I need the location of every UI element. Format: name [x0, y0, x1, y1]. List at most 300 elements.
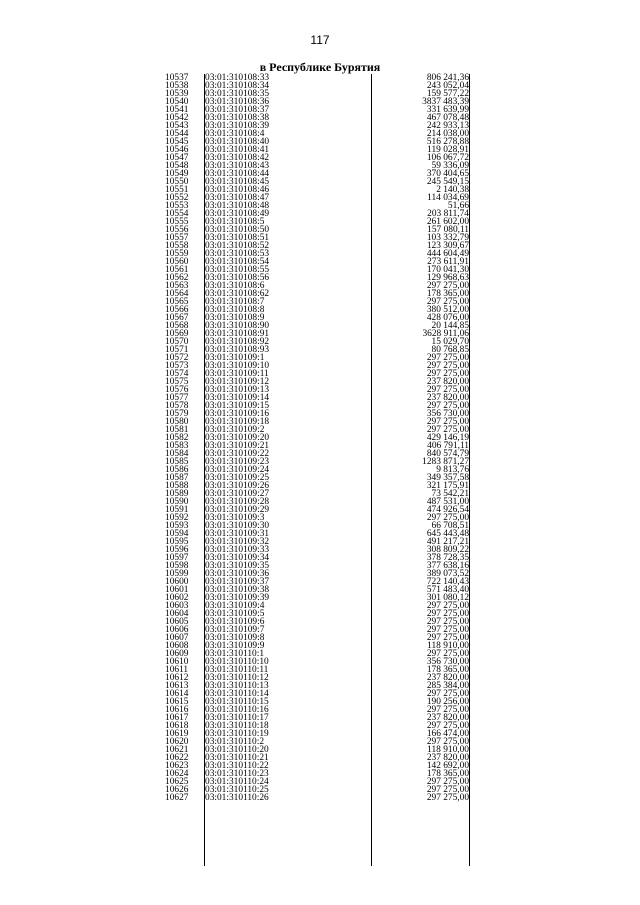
row-number-cell: 10567 — [165, 313, 189, 323]
row-number-cell: 10540 — [165, 97, 189, 107]
cadastral-number-cell: 03:01:310110:17 — [205, 713, 269, 723]
cadastral-number-cell: 03:01:310110:2 — [205, 737, 265, 747]
cadastral-number-cell: 03:01:310110:1 — [205, 649, 265, 659]
cadastral-number-cell: 03:01:310109:23 — [205, 457, 270, 467]
row-number-cell: 10612 — [165, 673, 189, 683]
cadastral-number-cell: 03:01:310108:5 — [205, 217, 265, 227]
cadastral-value-cell: 1283 871,27 — [422, 457, 469, 467]
table-row — [149, 354, 469, 362]
table-row — [149, 154, 469, 162]
cadastral-number-cell: 03:01:310108:48 — [205, 201, 270, 211]
row-number-cell: 10571 — [165, 345, 189, 355]
cadastral-number-cell: 03:01:310108:56 — [205, 273, 270, 283]
row-number-cell: 10600 — [165, 577, 189, 587]
table-row — [149, 378, 469, 386]
row-number-cell: 10597 — [165, 553, 189, 563]
row-number-cell: 10589 — [165, 489, 189, 499]
row-number-cell: 10564 — [165, 289, 189, 299]
cadastral-value-cell: 297 275,00 — [426, 633, 469, 643]
cadastral-number-cell: 03:01:310109:30 — [205, 521, 270, 531]
cadastral-number-cell: 03:01:310108:53 — [205, 249, 270, 259]
cadastral-number-cell: 03:01:310109:3 — [205, 513, 265, 523]
cadastral-number-cell: 03:01:310110:23 — [205, 769, 269, 779]
cadastral-value-cell: 297 275,00 — [426, 361, 469, 371]
cadastral-value-cell: 178 365,00 — [426, 769, 469, 779]
cadastral-number-cell: 03:01:310109:15 — [205, 401, 270, 411]
row-number-cell: 10622 — [165, 753, 189, 763]
table-row — [149, 442, 469, 450]
cadastral-number-cell: 03:01:310110:15 — [205, 697, 269, 707]
table-row — [149, 434, 469, 442]
cadastral-value-cell: 170 041,30 — [426, 265, 469, 275]
table-row — [149, 482, 469, 490]
cadastral-number-cell: 03:01:310108:90 — [205, 321, 270, 331]
table-row — [149, 226, 469, 234]
cadastral-value-cell: 237 820,00 — [426, 753, 469, 763]
table-row — [149, 586, 469, 594]
table-row — [149, 498, 469, 506]
cadastral-value-cell: 297 275,00 — [426, 689, 469, 699]
cadastral-number-cell: 03:01:310108:46 — [205, 185, 270, 195]
cadastral-number-cell: 03:01:310109:1 — [205, 353, 265, 363]
cadastral-value-cell: 114 034,69 — [427, 193, 469, 203]
cadastral-value-cell: 356 730,00 — [426, 409, 469, 419]
row-number-cell: 10543 — [165, 121, 189, 131]
cadastral-value-cell: 356 730,00 — [426, 657, 469, 667]
row-number-cell: 10618 — [165, 721, 189, 731]
table-row — [149, 450, 469, 458]
table-row — [149, 90, 469, 98]
cadastral-value-cell: 349 357,58 — [426, 473, 469, 483]
cadastral-number-cell: 03:01:310109:38 — [205, 585, 270, 595]
cadastral-value-cell: 297 275,00 — [426, 721, 469, 731]
cadastral-value-cell: 123 309,67 — [426, 241, 469, 251]
cadastral-value-cell: 571 483,40 — [426, 585, 469, 595]
row-number-cell: 10582 — [165, 433, 189, 443]
row-number-cell: 10580 — [165, 417, 189, 427]
table-row — [149, 202, 469, 210]
table-row — [149, 506, 469, 514]
cadastral-number-cell: 03:01:310110:18 — [205, 721, 269, 731]
cadastral-number-cell: 03:01:310109:35 — [205, 561, 270, 571]
row-number-cell: 10558 — [165, 241, 189, 251]
cadastral-value-cell: 297 275,00 — [426, 425, 469, 435]
table-row — [149, 770, 469, 778]
row-number-cell: 10538 — [165, 81, 189, 91]
cadastral-value-cell: 474 926,54 — [426, 505, 469, 515]
row-number-cell: 10604 — [165, 609, 189, 619]
cadastral-value-cell: 80 768,85 — [431, 345, 469, 355]
cadastral-number-cell: 03:01:310108:39 — [205, 121, 270, 131]
cadastral-number-cell: 03:01:310108:34 — [205, 81, 270, 91]
table-row — [149, 178, 469, 186]
row-number-cell: 10581 — [165, 425, 189, 435]
row-number-cell: 10602 — [165, 593, 189, 603]
cadastral-value-cell: 406 791,11 — [427, 441, 469, 451]
row-number-cell: 10593 — [165, 521, 189, 531]
cadastral-number-cell: 03:01:310109:20 — [205, 433, 270, 443]
cadastral-number-cell: 03:01:310109:13 — [205, 385, 270, 395]
page-title: в Республике Бурятия — [259, 60, 381, 74]
cadastral-number-cell: 03:01:310108:41 — [205, 145, 270, 155]
row-number-cell: 10563 — [165, 281, 189, 291]
row-number-cell: 10598 — [165, 561, 189, 571]
cadastral-number-cell: 03:01:310108:33 — [205, 73, 270, 83]
cadastral-number-cell: 03:01:310109:11 — [205, 369, 269, 379]
table-row — [149, 634, 469, 642]
cadastral-value-cell: 645 443,48 — [426, 529, 469, 539]
table-row — [149, 578, 469, 586]
row-number-cell: 10621 — [165, 745, 189, 755]
table-row — [149, 338, 469, 346]
row-number-cell: 10554 — [165, 209, 189, 219]
cadastral-value-cell: 3837 483,39 — [422, 97, 469, 107]
row-number-cell: 10587 — [165, 473, 189, 483]
cadastral-number-cell: 03:01:310110:22 — [205, 761, 269, 771]
cadastral-number-cell: 03:01:310109:27 — [205, 489, 270, 499]
cadastral-number-cell: 03:01:310109:5 — [205, 609, 265, 619]
cadastral-value-cell: 331 639,99 — [426, 105, 469, 115]
row-number-cell: 10542 — [165, 113, 189, 123]
row-number-cell: 10585 — [165, 457, 189, 467]
cadastral-number-cell: 03:01:310109:6 — [205, 617, 265, 627]
cadastral-number-cell: 03:01:310110:16 — [205, 705, 269, 715]
table-row — [149, 466, 469, 474]
cadastral-number-cell: 03:01:310108:7 — [205, 297, 265, 307]
cadastral-value-cell: 261 602,00 — [426, 217, 469, 227]
cadastral-value-cell: 297 275,00 — [426, 609, 469, 619]
cadastral-number-cell: 03:01:310109:25 — [205, 473, 270, 483]
cadastral-number-cell: 03:01:310108:6 — [205, 281, 265, 291]
table-row — [149, 570, 469, 578]
row-number-cell: 10590 — [165, 497, 189, 507]
cadastral-value-cell: 297 275,00 — [426, 601, 469, 611]
cadastral-number-cell: 03:01:310110:14 — [205, 689, 269, 699]
row-number-cell: 10583 — [165, 441, 189, 451]
row-number-cell: 10624 — [165, 769, 189, 779]
cadastral-number-cell: 03:01:310109:10 — [205, 361, 270, 371]
table-row — [149, 234, 469, 242]
cadastral-value-cell: 297 275,00 — [426, 281, 469, 291]
cadastral-value-cell: 377 638,16 — [426, 561, 469, 571]
cadastral-value-cell: 308 809,22 — [426, 545, 469, 555]
table-row — [149, 522, 469, 530]
row-number-cell: 10606 — [165, 625, 189, 635]
cadastral-number-cell: 03:01:310108:62 — [205, 289, 270, 299]
row-number-cell: 10594 — [165, 529, 189, 539]
row-number-cell: 10616 — [165, 705, 189, 715]
table-row — [149, 562, 469, 570]
table-row — [149, 674, 469, 682]
cadastral-number-cell: 03:01:310109:34 — [205, 553, 270, 563]
cadastral-value-cell: 242 933,13 — [426, 121, 469, 131]
table-row — [149, 722, 469, 730]
cadastral-number-cell: 03:01:310108:44 — [205, 169, 270, 179]
cadastral-value-cell: 66 708,51 — [431, 521, 469, 531]
row-number-cell: 10577 — [165, 393, 189, 403]
table-row — [149, 394, 469, 402]
row-number-cell: 10561 — [165, 265, 189, 275]
row-number-cell: 10613 — [165, 681, 189, 691]
cadastral-value-cell: 103 332,79 — [426, 233, 469, 243]
cadastral-number-cell: 03:01:310109:7 — [205, 625, 265, 635]
row-number-cell: 10605 — [165, 617, 189, 627]
cadastral-value-cell: 297 275,00 — [426, 737, 469, 747]
row-number-cell: 10574 — [165, 369, 189, 379]
cadastral-value-cell: 429 146,19 — [426, 433, 469, 443]
cadastral-value-cell: 297 275,00 — [426, 617, 469, 627]
table-row — [149, 402, 469, 410]
cadastral-number-cell: 03:01:310108:8 — [205, 305, 265, 315]
cadastral-value-cell: 118 910,00 — [427, 641, 469, 651]
cadastral-number-cell: 03:01:310110:13 — [205, 681, 269, 691]
cadastral-number-cell: 03:01:310108:91 — [205, 329, 270, 339]
row-number-cell: 10553 — [165, 201, 189, 211]
cadastral-value-cell: 9 813,76 — [436, 465, 469, 475]
column-divider — [469, 74, 470, 866]
table-row — [149, 114, 469, 122]
cadastral-value-cell: 297 275,00 — [426, 353, 469, 363]
cadastral-number-cell: 03:01:310108:43 — [205, 161, 270, 171]
row-number-cell: 10584 — [165, 449, 189, 459]
cadastral-number-cell: 03:01:310108:93 — [205, 345, 270, 355]
table-row — [149, 138, 469, 146]
cadastral-value-cell: 237 820,00 — [426, 377, 469, 387]
table-row — [149, 322, 469, 330]
table-row — [149, 682, 469, 690]
table-row — [149, 546, 469, 554]
cadastral-value-cell: 467 078,48 — [426, 113, 469, 123]
table-row — [149, 706, 469, 714]
cadastral-number-cell: 03:01:310109:36 — [205, 569, 270, 579]
row-number-cell: 10559 — [165, 249, 189, 259]
cadastral-value-cell: 297 275,00 — [426, 777, 469, 787]
cadastral-value-cell: 444 604,49 — [426, 249, 469, 259]
table-row — [149, 306, 469, 314]
row-number-cell: 10620 — [165, 737, 189, 747]
row-number-cell: 10603 — [165, 601, 189, 611]
cadastral-value-cell: 190 256,00 — [426, 697, 469, 707]
cadastral-value-cell: 516 278,88 — [426, 137, 469, 147]
table-row — [149, 658, 469, 666]
row-number-cell: 10551 — [165, 185, 189, 195]
cadastral-value-cell: 297 275,00 — [426, 649, 469, 659]
cadastral-value-cell: 157 080,11 — [427, 225, 469, 235]
cadastral-value-cell: 428 076,00 — [426, 313, 469, 323]
cadastral-number-cell: 03:01:310108:49 — [205, 209, 270, 219]
cadastral-number-cell: 03:01:310108:92 — [205, 337, 270, 347]
table-row — [149, 218, 469, 226]
cadastral-number-cell: 03:01:310108:4 — [205, 129, 265, 139]
row-number-cell: 10599 — [165, 569, 189, 579]
table-row — [149, 290, 469, 298]
table-row — [149, 282, 469, 290]
cadastral-value-table — [149, 74, 469, 802]
cadastral-value-cell: 297 275,00 — [426, 793, 469, 803]
table-row — [149, 698, 469, 706]
cadastral-number-cell: 03:01:310109:16 — [205, 409, 270, 419]
cadastral-value-cell: 378 728,35 — [426, 553, 469, 563]
cadastral-number-cell: 03:01:310110:12 — [205, 673, 269, 683]
cadastral-number-cell: 03:01:310108:9 — [205, 313, 265, 323]
row-number-cell: 10572 — [165, 353, 189, 363]
cadastral-number-cell: 03:01:310109:33 — [205, 545, 270, 555]
table-row — [149, 82, 469, 90]
row-number-cell: 10615 — [165, 697, 189, 707]
table-row — [149, 298, 469, 306]
table-row — [149, 162, 469, 170]
cadastral-number-cell: 03:01:310109:18 — [205, 417, 270, 427]
table-row — [149, 594, 469, 602]
row-number-cell: 10625 — [165, 777, 189, 787]
cadastral-value-cell: 237 820,00 — [426, 673, 469, 683]
row-number-cell: 10578 — [165, 401, 189, 411]
table-row — [149, 530, 469, 538]
row-number-cell: 10555 — [165, 217, 189, 227]
table-row — [149, 98, 469, 106]
cadastral-number-cell: 03:01:310110:25 — [205, 785, 269, 795]
table-row — [149, 762, 469, 770]
cadastral-number-cell: 03:01:310108:54 — [205, 257, 270, 267]
cadastral-value-cell: 214 038,00 — [426, 129, 469, 139]
cadastral-number-cell: 03:01:310110:26 — [205, 793, 269, 803]
cadastral-number-cell: 03:01:310109:28 — [205, 497, 270, 507]
table-row — [149, 122, 469, 130]
table-row — [149, 666, 469, 674]
cadastral-value-cell: 129 968,63 — [426, 273, 469, 283]
cadastral-number-cell: 03:01:310109:4 — [205, 601, 265, 611]
table-row — [149, 242, 469, 250]
table-row — [149, 786, 469, 794]
row-number-cell: 10562 — [165, 273, 189, 283]
row-number-cell: 10547 — [165, 153, 189, 163]
cadastral-number-cell: 03:01:310110:11 — [205, 665, 269, 675]
cadastral-value-cell: 203 811,74 — [427, 209, 469, 219]
cadastral-value-cell: 840 574,79 — [426, 449, 469, 459]
table-row — [149, 314, 469, 322]
row-number-cell: 10539 — [165, 89, 189, 99]
cadastral-value-cell: 118 910,00 — [427, 745, 469, 755]
cadastral-value-cell: 3628 911,06 — [422, 329, 469, 339]
cadastral-number-cell: 03:01:310109:22 — [205, 449, 270, 459]
cadastral-value-cell: 321 175,91 — [426, 481, 469, 491]
table-row — [149, 626, 469, 634]
cadastral-number-cell: 03:01:310109:14 — [205, 393, 270, 403]
row-number-cell: 10607 — [165, 633, 189, 643]
row-number-cell: 10611 — [165, 665, 189, 675]
cadastral-value-cell: 119 028,91 — [427, 145, 469, 155]
table-row — [149, 210, 469, 218]
row-number-cell: 10560 — [165, 257, 189, 267]
cadastral-number-cell: 03:01:310108:35 — [205, 89, 270, 99]
table-row — [149, 74, 469, 82]
cadastral-value-cell: 297 275,00 — [426, 513, 469, 523]
table-row — [149, 746, 469, 754]
row-number-cell: 10579 — [165, 409, 189, 419]
row-number-cell: 10575 — [165, 377, 189, 387]
table-row — [149, 250, 469, 258]
row-number-cell: 10591 — [165, 505, 189, 515]
table-row — [149, 170, 469, 178]
cadastral-number-cell: 03:01:310109:26 — [205, 481, 270, 491]
cadastral-value-cell: 297 275,00 — [426, 369, 469, 379]
table-row — [149, 370, 469, 378]
table-row — [149, 426, 469, 434]
cadastral-value-cell: 806 241,36 — [426, 73, 469, 83]
row-number-cell: 10586 — [165, 465, 189, 475]
table-row — [149, 346, 469, 354]
cadastral-value-cell: 20 144,85 — [431, 321, 469, 331]
cadastral-value-cell: 297 275,00 — [426, 417, 469, 427]
table-row — [149, 554, 469, 562]
table-row — [149, 738, 469, 746]
row-number-cell: 10617 — [165, 713, 189, 723]
table-row — [149, 602, 469, 610]
cadastral-number-cell: 03:01:310108:36 — [205, 97, 270, 107]
row-number-cell: 10549 — [165, 169, 189, 179]
cadastral-number-cell: 03:01:310108:40 — [205, 137, 270, 147]
cadastral-value-cell: 237 820,00 — [426, 393, 469, 403]
cadastral-number-cell: 03:01:310108:42 — [205, 153, 270, 163]
row-number-cell: 10596 — [165, 545, 189, 555]
cadastral-number-cell: 03:01:310109:24 — [205, 465, 270, 475]
row-number-cell: 10557 — [165, 233, 189, 243]
cadastral-value-cell: 2 140,38 — [436, 185, 469, 195]
table-row — [149, 514, 469, 522]
cadastral-value-cell: 722 140,43 — [426, 577, 469, 587]
cadastral-number-cell: 03:01:310108:37 — [205, 105, 270, 115]
row-number-cell: 10614 — [165, 689, 189, 699]
cadastral-value-cell: 243 052,04 — [426, 81, 469, 91]
cadastral-number-cell: 03:01:310110:24 — [205, 777, 269, 787]
table-row — [149, 146, 469, 154]
cadastral-value-cell: 301 080,12 — [426, 593, 469, 603]
row-number-cell: 10608 — [165, 641, 189, 651]
row-number-cell: 10556 — [165, 225, 189, 235]
cadastral-value-cell: 389 073,52 — [426, 569, 469, 579]
row-number-cell: 10565 — [165, 297, 189, 307]
table-row — [149, 458, 469, 466]
cadastral-number-cell: 03:01:310109:29 — [205, 505, 270, 515]
cadastral-value-cell: 297 275,00 — [426, 785, 469, 795]
cadastral-value-cell: 245 549,15 — [426, 177, 469, 187]
cadastral-value-cell: 237 820,00 — [426, 713, 469, 723]
cadastral-number-cell: 03:01:310108:38 — [205, 113, 270, 123]
cadastral-value-cell: 106 067,72 — [426, 153, 469, 163]
cadastral-value-cell: 142 692,00 — [426, 761, 469, 771]
row-number-cell: 10610 — [165, 657, 189, 667]
table-row — [149, 386, 469, 394]
cadastral-value-cell: 297 275,00 — [426, 297, 469, 307]
cadastral-value-cell: 285 384,00 — [426, 681, 469, 691]
row-number-cell: 10541 — [165, 105, 189, 115]
cadastral-number-cell: 03:01:310109:21 — [205, 441, 270, 451]
table-row — [149, 618, 469, 626]
cadastral-value-cell: 178 365,00 — [426, 289, 469, 299]
cadastral-number-cell: 03:01:310110:20 — [205, 745, 269, 755]
table-row — [149, 794, 469, 802]
table-row — [149, 690, 469, 698]
cadastral-number-cell: 03:01:310110:10 — [205, 657, 269, 667]
row-number-cell: 10619 — [165, 729, 189, 739]
cadastral-number-cell: 03:01:310109:8 — [205, 633, 265, 643]
row-number-cell: 10623 — [165, 761, 189, 771]
cadastral-number-cell: 03:01:310109:12 — [205, 377, 270, 387]
cadastral-number-cell: 03:01:310108:55 — [205, 265, 270, 275]
cadastral-value-cell: 59 336,09 — [431, 161, 469, 171]
table-row — [149, 714, 469, 722]
cadastral-value-cell: 491 217,21 — [426, 537, 469, 547]
